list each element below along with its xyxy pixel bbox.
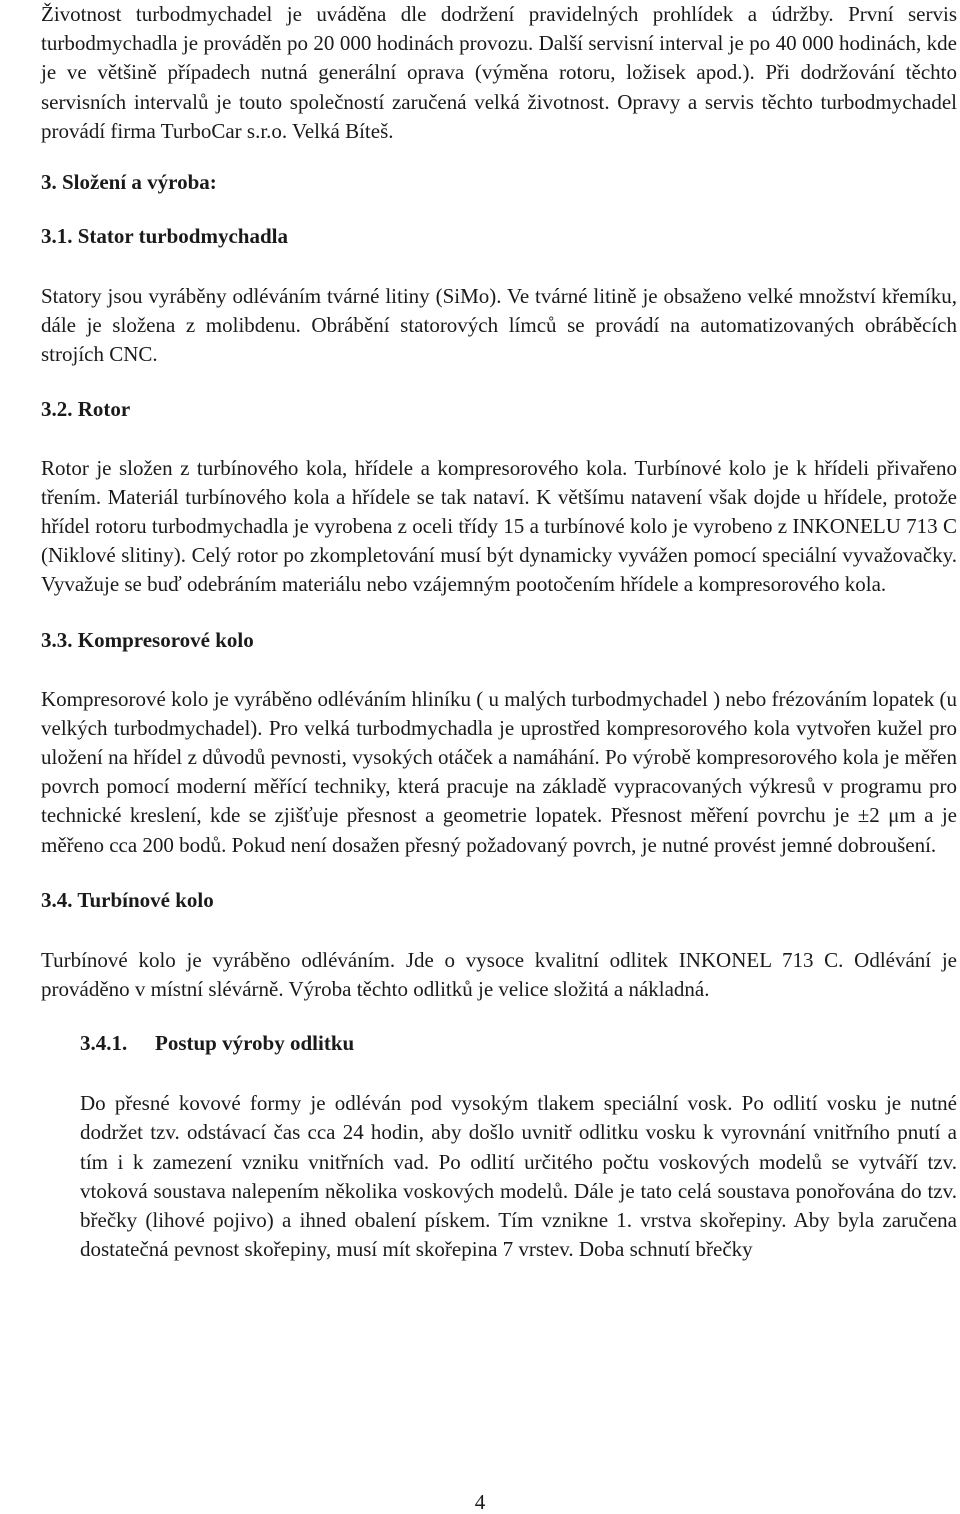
section-3-4-1-paragraph: Do přesné kovové formy je odléván pod vysokým tlakem speciální vosk. Po odlití vosku je nutné dodržet tzv. odstávací čas cca 24 hodin, aby došlo uvnitř odlitku vosku k vyrovnání vnitřního pnutí a tím i k zamezení vzniku vnitřních vad. Po odlití určitého počtu voskových modelů se vytváří tzv. vtoková soustava nalepením několika voskových modelů. Dále je tato celá soustava ponořována do tzv. břečky (lihové pojivo) a ihned obalení pískem. Tím vznikne 1. vrstva skořepiny. Aby byla zaručena dostatečná pevnost skořepiny, musí mít skořepina 7 vrstev. Doba schnutí břečky (80, 1091, 957, 1262)
section-3-heading: 3. Složení a výroba: (41, 170, 217, 195)
section-3-3-heading: 3.3. Kompresorové kolo (41, 627, 254, 652)
section-3-4-1-title: Postup výroby odlitku (155, 1031, 355, 1056)
section-3-2-heading: 3.2. Rotor (41, 396, 131, 421)
intro-paragraph: Životnost turbodmychadel je uváděna dle dodržení pravidelných prohlídek a údržby. První servis turbodmychadla je prováděn po 20 000 hodinách provozu. Další servisní interval je po 40 000 hodinách, kde je ve většině případech nutná generální oprava (výměna rotoru, ložisek apod.). Při dodržování těchto servisních intervalů je touto společností zaručená velká životnost. Opravy a servis těchto turbodmychadel provádí firma TurboCar s.r.o. Velká Bíteš. (41, 2, 957, 143)
section-3-4-1-number: 3.4.1. (80, 1031, 128, 1056)
section-3-4-heading: 3.4. Turbínové kolo (41, 887, 214, 912)
section-3-1-heading: 3.1. Stator turbodmychadla (41, 224, 288, 249)
document-page (41, 0, 957, 1264)
section-3-4-1-heading (80, 1029, 957, 1058)
section-3-4-paragraph: Turbínové kolo je vyráběno odléváním. Jde o vysoce kvalitní odlitek INKONEL 713 C. Odlévání je prováděno v místní slévárně. Výroba těchto odlitků je velice složitá a nákladná. (41, 947, 957, 1002)
page-number: 4 (474, 1490, 486, 1514)
section-3-3-paragraph: Kompresorové kolo je vyráběno odléváním hliníku ( u malých turbodmychadel ) nebo frézováním lopatek (u velkých turbodmychadel). Pro velká turbodmychadla je uprostřed kompresorového kola vytvořen kužel pro uložení na hřídel z důvodů pevnosti, vysokých otáček a namáhání. Po výrobě kompresorového kola je měřen povrch pomocí moderní měřící techniky, která pracuje na základě vypracovaných výkresů v programu pro technické kreslení, kde se zjišťuje přesnost a geometrie lopatek. Přesnost měření povrchu je ±2 μm a je měřeno cca 200 bodů. Pokud není dosažen přesný požadovaný povrch, je nutné provést jemné dobroušení. (41, 686, 957, 857)
section-3-2-paragraph: Rotor je složen z turbínového kola, hřídele a kompresorového kola. Turbínové kolo je k hřídeli přivařeno třením. Materiál turbínového kola a hřídele se tak nataví. K většímu natavení však dojde u hřídele, protože hřídel rotoru turbodmychadla je vyrobena z oceli třídy 15 a turbínové kolo je vyrobeno z INKONELU 713 C (Niklové slitiny). Celý rotor po zkompletování musí být dynamicky vyvážen pomocí speciální vyvažovačky. Vyvažuje se buď odebráním materiálu nebo vzájemným pootočením hřídele a kompresorového kola. (41, 455, 957, 597)
section-3-1-paragraph: Statory jsou vyráběny odléváním tvárné litiny (SiMo). Ve tvárné litině je obsaženo velké množství křemíku, dále je složena z molibdenu. Obrábění statorových límců se provádí na automatizovaných obráběcích strojích CNC. (41, 284, 957, 367)
